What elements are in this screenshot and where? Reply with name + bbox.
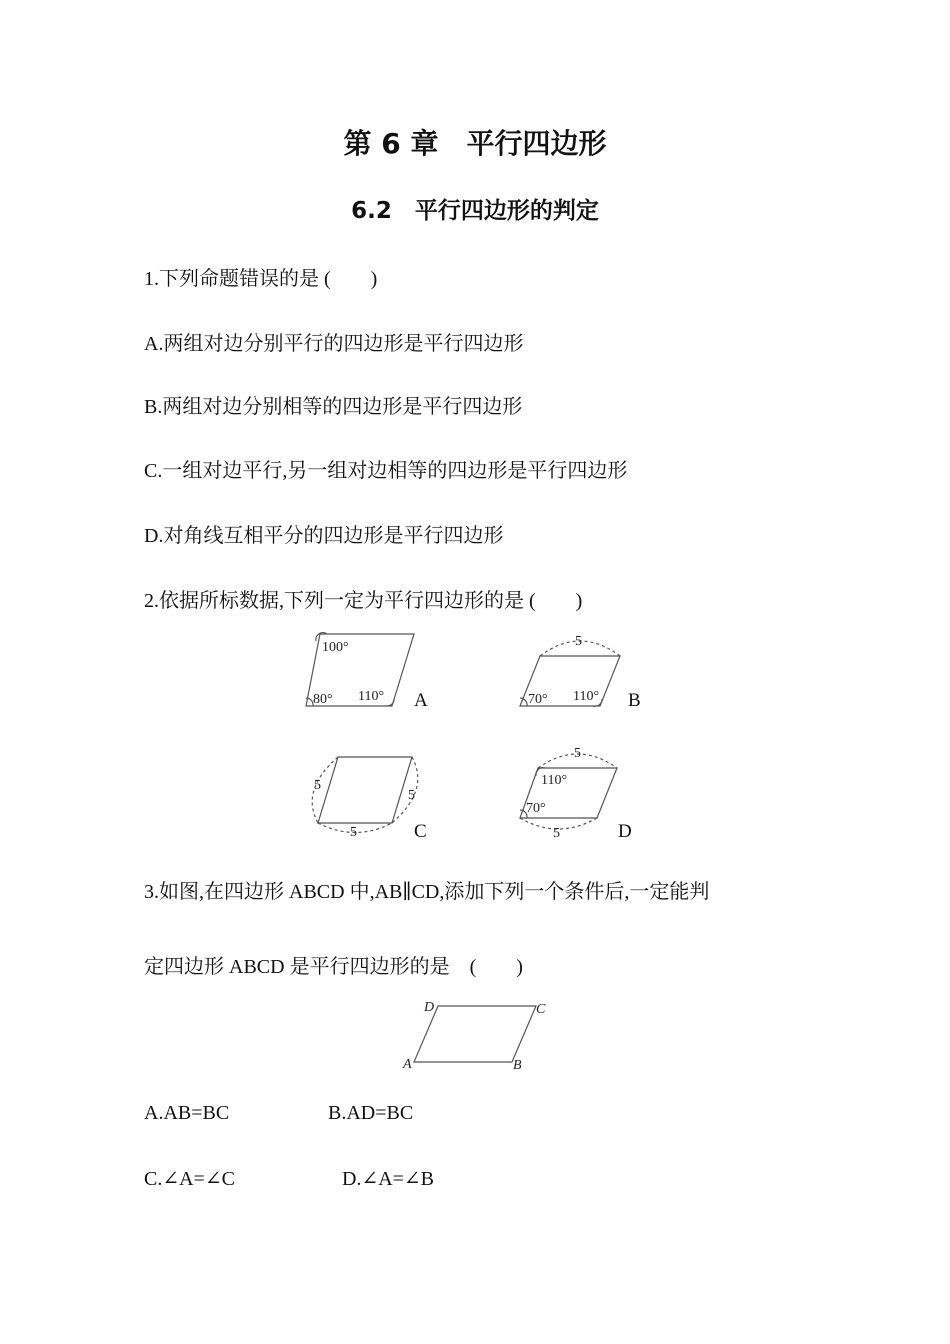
q3-stem-line2: 定四边形 ABCD 是平行四边形的是 ( ) <box>144 956 523 978</box>
figure-c-bottom-side: 5 <box>350 825 357 840</box>
chapter-title: 第 6 章 平行四边形 <box>343 127 607 160</box>
q3-stem-line1: 3.如图,在四边形 ABCD 中,AB∥CD,添加下列一个条件后,一定能判 <box>144 881 710 903</box>
q1-option-d: D.对角线互相平分的四边形是平行四边形 <box>144 525 504 547</box>
q3-option-c: C.∠A=∠C <box>144 1168 235 1190</box>
figure-b-angle-bottom-left: 70° <box>528 692 548 707</box>
q3-vertex-b: B <box>513 1058 522 1073</box>
figure-d-angle-top-left: 110° <box>541 773 568 788</box>
figure-b-angle-bottom-right: 110° <box>573 689 600 704</box>
section-title: 6.2 平行四边形的判定 <box>351 198 599 224</box>
figure-d-angle-bottom-left: 70° <box>526 801 546 816</box>
q1-option-b: B.两组对边分别相等的四边形是平行四边形 <box>144 396 523 418</box>
figure-b-top-side: 5 <box>575 634 582 649</box>
figure-d-top-side: 5 <box>574 746 581 761</box>
figure-d-bottom-side: 5 <box>553 826 560 841</box>
figure-c-left-side: 5 <box>314 778 321 793</box>
q3-option-b: B.AD=BC <box>328 1102 414 1124</box>
q3-vertex-d: D <box>424 1000 435 1015</box>
q2-stem: 2.依据所标数据,下列一定为平行四边形的是 ( ) <box>144 590 583 612</box>
figure-c-label: C <box>414 821 427 842</box>
figure-d-label: D <box>618 821 632 842</box>
figure-b-label: B <box>628 690 641 711</box>
figure-a-angle-bottom-left: 80° <box>313 692 333 707</box>
figure-a-angle-top-left: 100° <box>322 640 349 655</box>
q3-vertex-c: C <box>536 1002 546 1017</box>
figure-a-angle-bottom-right: 110° <box>358 689 385 704</box>
q3-option-a: A.AB=BC <box>144 1102 230 1124</box>
q1-option-c: C.一组对边平行,另一组对边相等的四边形是平行四边形 <box>144 460 628 482</box>
q1-option-a: A.两组对边分别平行的四边形是平行四边形 <box>144 333 524 355</box>
q3-option-d: D.∠A=∠B <box>342 1168 435 1190</box>
q1-stem: 1.下列命题错误的是 ( ) <box>144 268 378 290</box>
figure-a-label: A <box>414 690 428 711</box>
figure-c-right-side: 5 <box>408 788 415 803</box>
figure-c-quad <box>318 757 412 823</box>
q3-vertex-a: A <box>403 1057 412 1072</box>
